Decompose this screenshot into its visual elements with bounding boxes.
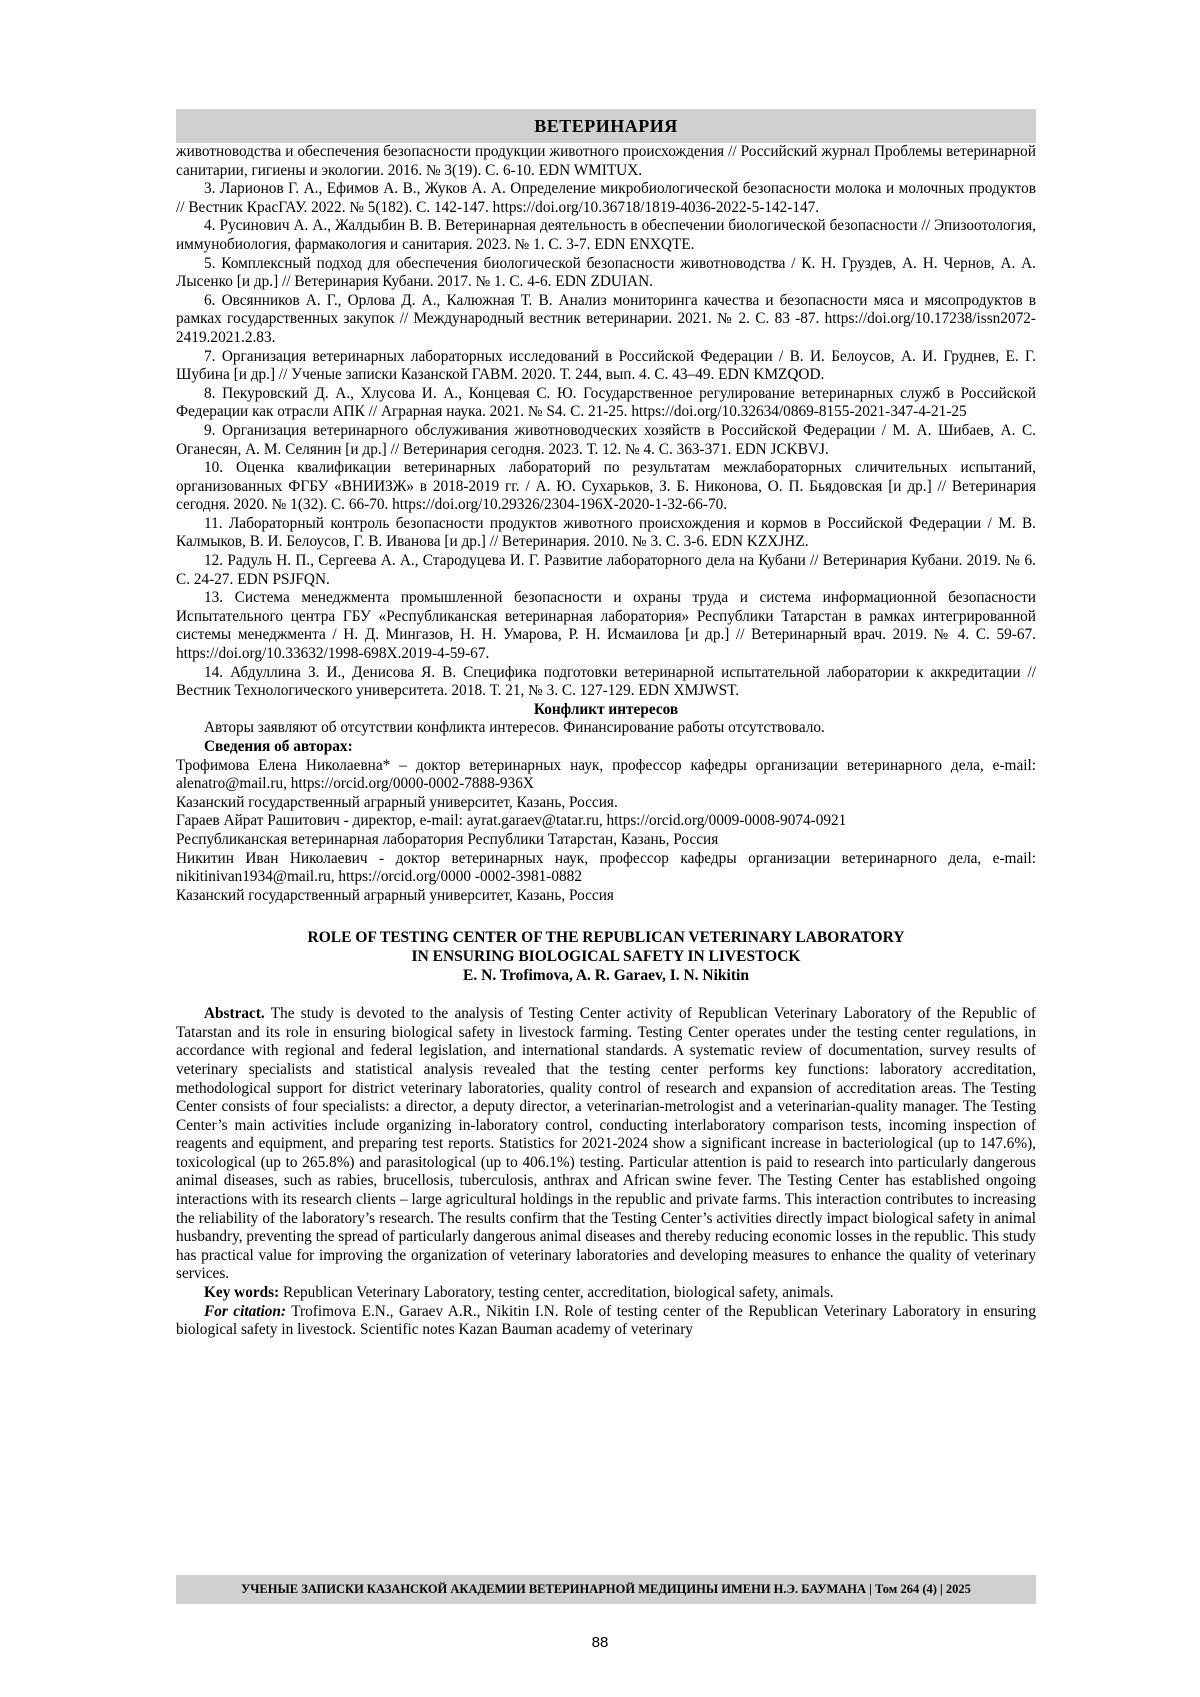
page-number: 88 xyxy=(591,1634,609,1651)
english-title-block xyxy=(176,929,1036,985)
reference-item: 11. Лабораторный контроль безопасности продуктов животного происхождения и кормов в Российской Федерации / М. В. Калмыков, В. И. Белоусов, Г. В. Иванова [и др.] // Ветеринария. 2010. № 3. С. 3-6. EDN KZXJHZ. xyxy=(176,514,1036,551)
reference-continuation: животноводства и обеспечения безопасности продукции животного происхождения // Российский журнал Проблемы ветеринарной санитарии, гигиены и экологии. 2016. № 3(19). С. 6-10. EDN WMITUX. xyxy=(176,143,1036,179)
english-title-line: ROLE OF TESTING CENTER OF THE REPUBLICAN VETERINARY LABORATORY xyxy=(307,929,905,947)
reference-item: 8. Пекуровский Д. А., Хлусова И. А., Концевая С. Ю. Государственное регулирование ветеринарных служб в Российской Федерации как отрасли АПК // Аграрная наука. 2021. № S4. С. 21-25. https://doi.org/10.32634/0869-8155-2021-347-4-21-25 xyxy=(176,384,1036,421)
reference-item: 10. Оценка квалификации ветеринарных лабораторий по результатам межлабораторных сличительных испытаний, организованных ФГБУ «ВНИИЗЖ» в 2018-2019 гг. / А. Ю. Сухарьков, З. Б. Никонова, О. П. Бьядовская [и др.] // Ветеринария сегодня. 2020. № 1(32). С. 66-70. https://doi.org/10.29326/2304-196X-2020-1-32-66-70. xyxy=(176,459,1036,514)
references-list xyxy=(176,143,1036,905)
author-line: Республиканская ветеринарная лаборатория Республики Татарстан, Казань, Россия xyxy=(176,830,719,848)
reference-item: 12. Радуль Н. П., Сергеева А. А., Стародуцева И. Г. Развитие лабораторного дела на Кубани // Ветеринария Кубани. 2019. № 6. С. 24-27. EDN PSJFQN. xyxy=(176,552,1036,588)
abstract-text: The study is devoted to the analysis of Testing Center activity of Republican Veterinary Laboratory of the Republic of Tatarstan and its role in ensuring biological safety in livestock farming. Testing Center operates under the testing center regulations, in accordance with regional and federal legislation, and international standards. A systematic review of documentation, survey results of veterinary specialists and statistical analysis revealed that the testing center performs key functions: laboratory accreditation, methodological support for district veterinary laboratories, quality control of research and expansion of accreditation areas. The Testing Center consists of four specialists: a director, a deputy director, a veterinarian-metrologist and a veterinarian-quality manager. The Testing Center’s main activities include organizing in-laboratory control, conducting interlaboratory comparison tests, incoming inspection of reagents and equipment, and preparing test reports. Statistics for 2021-2024 show a significant increase in bacteriological (up to 147.6%), toxicological (up to 265.8%) and parasitological (up to 406.1%) testing. Particular attention is paid to research into particularly dangerous animal diseases, such as rabies, brucellosis, tuberculosis, anthrax and African swine fever. The Testing Center has established ongoing interactions with its research clients – large agricultural holdings in the republic and private farms. This interaction contributes to increasing the reliability of the laboratory’s research. The results confirm that the Testing Center’s activities directly impact biological safety in animal husbandry, preventing the spread of particularly dangerous animal diseases and thereby reducing economic losses in the republic. This study has practical value for improving the organization of veterinary laboratories and developing measures to enhance the quality of veterinary services. xyxy=(176,1005,1036,1283)
citation-label: For citation: xyxy=(204,1302,286,1320)
author-line: Гараев Айрат Рашитович - директор, e-mail: ayrat.garaev@tatar.ru, https://orcid.org/0009-0008-9074-0921 xyxy=(176,812,847,830)
reference-item: 7. Организация ветеринарных лабораторных исследований в Российской Федерации / В. И. Белоусов, А. И. Груднев, Е. Г. Шубина [и др.] // Ученые записки Казанской ГАВМ. 2020. Т. 244, вып. 4. С. 43–49. EDN KMZQOD. xyxy=(176,347,1036,384)
english-title-line: IN ENSURING BIOLOGICAL SAFETY IN LIVESTOCK xyxy=(411,947,801,965)
reference-item: 5. Комплексный подход для обеспечения биологической безопасности животноводства / К. Н. Груздев, А. Н. Чернов, А. А. Лысенко [и др.] // Ветеринария Кубани. 2017. № 1. С. 4-6. EDN ZDUIAN. xyxy=(176,254,1036,291)
conflict-heading: Конфликт интересов xyxy=(533,700,679,718)
author-line: Трофимова Елена Николаевна* – доктор ветеринарных наук, профессор кафедры организации ветеринарного дела, e-mail: alenatro@mail.ru, https://orcid.org/0000-0002-7888-936X xyxy=(176,756,1036,793)
reference-item: 3. Ларионов Г. А., Ефимов А. В., Жуков А. А. Определение микробиологической безопасности молока и молочных продуктов // Вестник КрасГАУ. 2022. № 5(182). С. 142-147. https://doi.org/10.36718/1819-4036-2022-5-142-147. xyxy=(176,180,1036,216)
section-header xyxy=(176,109,1036,143)
citation-text: Trofimova E.N., Garaev A.R., Nikitin I.N. Role of testing center of the Republican Veterinary Laboratory in ensuring biological safety in livestock. Scientific notes Kazan Bauman academy of veterinary xyxy=(176,1302,1036,1339)
reference-item: 9. Организация ветеринарного обслуживания животноводческих хозяйств в Российской Федерации / М. А. Шибаев, А. С. Оганесян, А. М. Селянин [и др.] // Ветеринария сегодня. 2023. Т. 12. № 4. С. 363-371. EDN JCKBVJ. xyxy=(176,421,1036,458)
keywords-paragraph xyxy=(176,1284,1036,1303)
keywords-text: Republican Veterinary Laboratory, testing center, accreditation, biological safety, animals. xyxy=(279,1284,834,1302)
abstract-block xyxy=(176,1005,1036,1340)
author-line: Казанский государственный аграрный университет, Казань, Россия xyxy=(176,886,614,904)
abstract-paragraph xyxy=(176,1005,1036,1284)
journal-footer xyxy=(176,1575,1036,1604)
conflict-text: Авторы заявляют об отсутствии конфликта интересов. Финансирование работы отсутствовало. xyxy=(204,719,825,737)
keywords-label: Key words: xyxy=(204,1284,280,1302)
reference-item: 4. Русинович А. А., Жалдыбин В. В. Ветеринарная деятельность в обеспечении биологической безопасности // Эпизоотология, иммунобиология, фармакология и санитария. 2023. № 1. С. 3-7. EDN ENXQTE. xyxy=(176,217,1036,253)
english-authors: E. N. Trofimova, A. R. Garaev, I. N. Nikitin xyxy=(463,966,749,984)
citation-paragraph xyxy=(176,1303,1036,1340)
reference-item: 6. Овсянников А. Г., Орлова Д. А., Калюжная Т. В. Анализ мониторинга качества и безопасности мяса и мясопродуктов в рамках государственных закупок // Международный вестник ветеринарии. 2021. № 2. С. 83 -87. https://doi.org/10.17238/issn2072-2419.2021.2.83. xyxy=(176,291,1036,346)
reference-item: 13. Система менеджмента промышленной безопасности и охраны труда и система информационной безопасности Испытательного центра ГБУ «Республиканская ветеринарная лаборатория» Республики Татарстан в рамках интегрированной системы менеджмента / Н. Д. Мингазов, Н. Н. Умарова, Р. Н. Исмаилова [и др.] // Ветеринарный врач. 2019. № 4. С. 59-67. https://doi.org/10.33632/1998-698X.2019-4-59-67. xyxy=(176,589,1036,663)
page-content xyxy=(176,109,1036,1340)
abstract-label: Abstract. xyxy=(204,1005,265,1023)
reference-item: 14. Абдуллина З. И., Денисова Я. В. Специфика подготовки ветеринарной испытательной лаборатории к аккредитации // Вестник Технологического университета. 2018. Т. 21, № 3. С. 127-129. EDN XMJWST. xyxy=(176,663,1036,700)
authors-heading: Сведения об авторах: xyxy=(204,738,353,755)
author-line: Никитин Иван Николаевич - доктор ветеринарных наук, профессор кафедры организации ветеринарного дела, e-mail: nikitinivan1934@mail.ru, https://orcid.org/0000 -0002-3981-0882 xyxy=(176,849,1036,886)
journal-footer-text: УЧЕНЫЕ ЗАПИСКИ КАЗАНСКОЙ АКАДЕМИИ ВЕТЕРИНАРНОЙ МЕДИЦИНЫ ИМЕНИ Н.Э. БАУМАНА | Том 264 (4) | 2025 xyxy=(241,1582,971,1596)
section-title: ВЕТЕРИНАРИЯ xyxy=(534,115,678,136)
author-line: Казанский государственный аграрный университет, Казань, Россия. xyxy=(176,793,618,811)
